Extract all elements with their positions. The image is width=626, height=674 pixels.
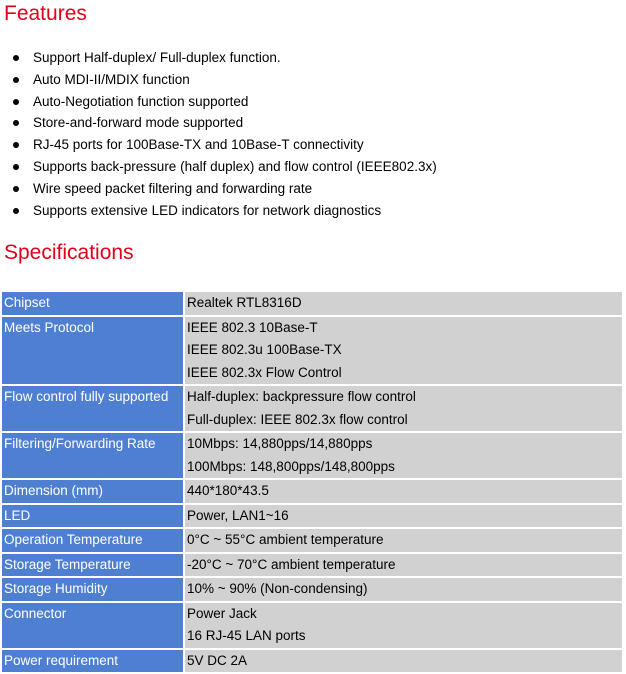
feature-item: [0, 91, 437, 113]
bullet-icon: [13, 186, 19, 192]
feature-item: [0, 200, 437, 222]
bullet-icon: [13, 208, 19, 214]
spec-value-line: 440*180*43.5: [187, 483, 269, 498]
table-row: [2, 554, 622, 577]
spec-value-line: IEEE 802.3 10Base-T: [187, 319, 318, 335]
feature-text: Supports back-pressure (half duplex) and flow control (IEEE802.3x): [33, 158, 437, 174]
spec-label: Flow control fully supported: [2, 386, 183, 431]
specifications-table: [0, 290, 624, 674]
feature-text: Store-and-forward mode supported: [33, 115, 244, 131]
feature-item: [0, 112, 437, 134]
table-row: [2, 603, 622, 648]
spec-value: [185, 554, 622, 577]
feature-text: Supports extensive LED indicators for network diagnostics: [33, 202, 382, 218]
spec-value: [185, 578, 622, 601]
spec-value-line: 10% ~ 90% (Non-condensing): [187, 581, 368, 596]
feature-item: [0, 178, 437, 200]
spec-value-line: IEEE 802.3x Flow Control: [187, 364, 342, 380]
table-row: [2, 529, 622, 552]
feature-item: [0, 69, 437, 91]
bullet-icon: [13, 120, 19, 126]
table-row: [2, 578, 622, 601]
spec-value-line: Full-duplex: IEEE 802.3x flow control: [187, 411, 408, 427]
spec-label: Power requirement: [2, 650, 183, 673]
spec-label: Storage Humidity: [2, 578, 183, 601]
spec-value-line: 10Mbps: 14,880pps/14,880pps: [187, 436, 373, 451]
spec-value-line: 100Mbps: 148,800pps/148,800pps: [187, 458, 395, 474]
spec-value-line: -20°C ~ 70°C ambient temperature: [187, 556, 396, 572]
spec-value-line: Realtek RTL8316D: [187, 295, 302, 310]
spec-value-line: IEEE 802.3u 100Base-TX: [187, 342, 342, 357]
spec-value-line: 16 RJ-45 LAN ports: [187, 628, 306, 643]
feature-item: [0, 156, 437, 178]
feature-text: Wire speed packet filtering and forwarding rate: [33, 180, 313, 196]
table-row: [2, 292, 622, 315]
feature-text: Auto MDI-II/MDIX function: [33, 71, 190, 87]
spec-label: Connector: [2, 603, 183, 648]
spec-label: Storage Temperature: [2, 554, 183, 577]
features-list: [0, 47, 437, 221]
spec-value: [185, 386, 622, 431]
spec-value: [185, 529, 622, 552]
features-heading: Features: [4, 2, 87, 25]
bullet-icon: [13, 77, 19, 83]
table-row: [2, 433, 622, 478]
spec-value: [185, 650, 622, 673]
bullet-icon: [13, 164, 19, 170]
spec-value-line: 5V DC 2A: [187, 652, 248, 668]
spec-value: [185, 317, 622, 385]
spec-value: [185, 292, 622, 315]
spec-value: [185, 480, 622, 503]
bullet-icon: [13, 55, 19, 61]
feature-text: Support Half-duplex/ Full-duplex function.: [33, 50, 281, 65]
spec-label: Operation Temperature: [2, 529, 183, 552]
spec-value-line: 0°C ~ 55°C ambient temperature: [187, 532, 384, 547]
spec-value-line: Power Jack: [187, 605, 257, 621]
spec-label: Filtering/Forwarding Rate: [2, 433, 183, 478]
spec-value: [185, 433, 622, 478]
table-row: [2, 505, 622, 528]
feature-item: [0, 134, 437, 156]
table-row: [2, 480, 622, 503]
spec-label: Dimension (mm): [2, 480, 183, 503]
table-row: [2, 317, 622, 385]
feature-text: RJ-45 ports for 100Base-TX and 10Base-T connectivity: [33, 137, 364, 153]
feature-text: Auto-Negotiation function supported: [33, 93, 249, 109]
spec-value-line: Power, LAN1~16: [187, 507, 289, 523]
table-row: [2, 386, 622, 431]
bullet-icon: [13, 142, 19, 148]
spec-label: Chipset: [2, 292, 183, 315]
spec-label: LED: [2, 505, 183, 528]
spec-label: Meets Protocol: [2, 317, 183, 385]
spec-value: [185, 505, 622, 528]
feature-item: [0, 47, 437, 69]
bullet-icon: [13, 99, 19, 105]
spec-value: [185, 603, 622, 648]
spec-value-line: Half-duplex: backpressure flow control: [187, 389, 416, 404]
specifications-heading: Specifications: [4, 241, 134, 264]
table-row: [2, 650, 622, 673]
